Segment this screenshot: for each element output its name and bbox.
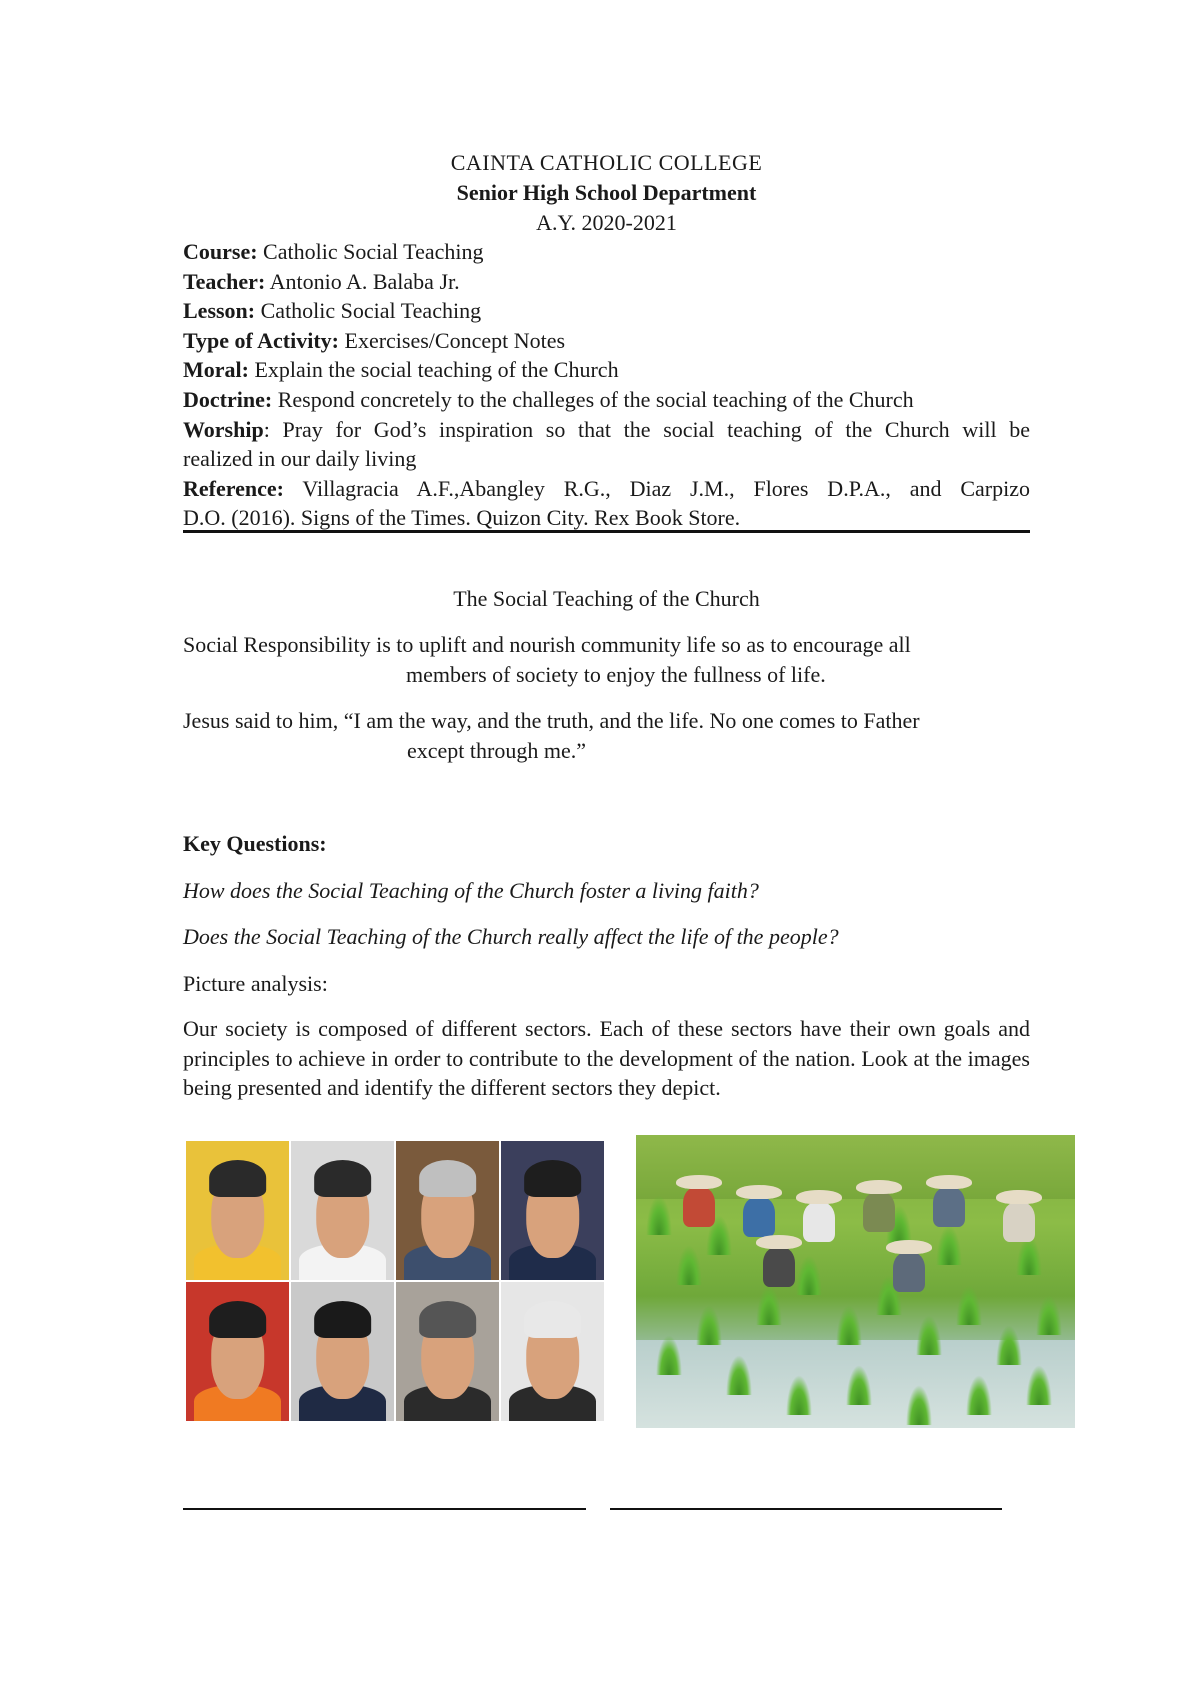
rice-seedling [966,1375,992,1415]
straw-hat [676,1175,722,1189]
farmer-figure [796,1190,842,1244]
reference-row-continued [183,503,1030,533]
portrait-hair [209,1160,267,1196]
portrait-hair [314,1160,372,1196]
portrait-hair [419,1301,477,1337]
portrait-photo [186,1141,289,1280]
doctrine-row [183,385,1030,415]
answer-line-right [610,1508,1002,1510]
farmer-torso [933,1187,965,1227]
farmer-torso [683,1187,715,1227]
worship-row-continued [183,444,1030,474]
course-details [183,237,1030,533]
rice-seedling [996,1325,1022,1365]
academic-year: A.Y. 2020-2021 [536,210,677,235]
doctrine-label: Doctrine: [183,386,273,412]
business-leaders-collage-image [186,1141,604,1421]
document-header [183,148,1030,238]
social-responsibility-paragraph [183,630,1030,690]
department-name: Senior High School Department [456,180,757,205]
paragraph-line: members of society to enjoy the fullness of life. [406,662,826,687]
activity-value: Exercises/Concept Notes [344,327,566,353]
portrait-photo [501,1141,604,1280]
worship-value-continued: realized in our daily living [183,446,417,472]
reference-label: Reference: [183,475,284,501]
lesson-label: Lesson: [183,298,256,324]
straw-hat [886,1240,932,1254]
rice-seedling [1036,1295,1062,1335]
rice-farmers-image [636,1135,1075,1428]
farmer-torso [763,1247,795,1287]
rice-seedling [906,1385,932,1425]
portrait-hair [419,1160,477,1196]
rice-seedling [836,1305,862,1345]
course-value: Catholic Social Teaching [263,239,484,264]
rice-seedling [726,1355,752,1395]
rice-seedling [1026,1365,1052,1405]
header-divider [183,530,1030,533]
portrait-photo [291,1282,394,1421]
school-name: CAINTA CATHOLIC COLLEGE [450,150,763,175]
teacher-value: Antonio A. Balaba Jr. [269,268,460,294]
course-label: Course: [183,239,258,264]
rice-seedling [676,1245,702,1285]
picture-analysis-label: Picture analysis: [183,971,328,996]
sectors-paragraph: Our society is composed of different sectors. Each of these sectors have their own goals and principles to achieve in order to contribute to the development of the nation. Look at the images being presented and identify the different sectors they depict. [183,1016,1030,1101]
lesson-row [183,296,1030,326]
farmer-figure [756,1235,802,1289]
portrait-hair [209,1301,267,1337]
farmer-figure [886,1240,932,1294]
rice-seedling [846,1365,872,1405]
farmer-figure [676,1175,722,1229]
teacher-row [183,267,1030,297]
straw-hat [756,1235,802,1249]
paragraph-line: Social Responsibility is to uplift and nourish community life so as to encourage all [183,632,911,657]
farmer-torso [863,1192,895,1232]
quote-line: except through me.” [407,738,586,763]
rice-seedling [696,1305,722,1345]
farmer-torso [803,1202,835,1242]
doctrine-value: Respond concretely to the challeges of the social teaching of the Church [277,386,914,412]
quote-line: Jesus said to him, “I am the way, and the truth, and the life. No one comes to Father [183,708,920,733]
farmer-torso [1003,1202,1035,1242]
portrait-photo [396,1282,499,1421]
teacher-label: Teacher: [183,268,266,294]
worship-value: : Pray for God’s inspiration so that the social teaching of the Church will be [263,416,1030,442]
reference-value-continued: D.O. (2016). Signs of the Times. Quizon City. Rex Book Store. [183,505,741,531]
straw-hat [736,1185,782,1199]
rice-seedling [646,1195,672,1235]
scripture-quote [183,706,1030,766]
reference-value: Villagracia A.F.,Abangley R.G., Diaz J.M., Flores D.P.A., and Carpizo [302,475,1030,501]
moral-row [183,355,1030,385]
straw-hat [926,1175,972,1189]
moral-label: Moral: [183,357,249,383]
farmer-figure [736,1185,782,1239]
portrait-photo [291,1141,394,1280]
rice-seedling [656,1335,682,1375]
straw-hat [856,1180,902,1194]
section-title: The Social Teaching of the Church [453,586,760,611]
straw-hat [796,1190,842,1204]
farmer-torso [743,1197,775,1237]
portrait-hair [524,1160,582,1196]
worship-label: Worship [183,416,264,442]
straw-hat [996,1190,1042,1204]
farmer-torso [893,1252,925,1292]
rice-seedling [916,1315,942,1355]
activity-label: Type of Activity: [183,327,340,353]
course-row [183,237,1030,267]
answer-line-left [183,1508,586,1510]
portrait-hair [524,1301,582,1337]
moral-value: Explain the social teaching of the Church [254,357,619,383]
portrait-photo [501,1282,604,1421]
rice-seedling [756,1285,782,1325]
reference-row [183,474,1030,504]
rice-seedling [786,1375,812,1415]
key-questions-heading: Key Questions: [183,831,327,856]
rice-seedling [936,1225,962,1265]
farmer-figure [926,1175,972,1229]
rice-seedling [956,1285,982,1325]
farmer-figure [996,1190,1042,1244]
activity-row [183,326,1030,356]
portrait-photo [396,1141,499,1280]
worship-row [183,415,1030,445]
farmer-figure [856,1180,902,1234]
key-question-1: How does the Social Teaching of the Church foster a living faith? [183,878,759,903]
key-question-2: Does the Social Teaching of the Church really affect the life of the people? [183,924,839,949]
lesson-value: Catholic Social Teaching [260,298,482,324]
portrait-hair [314,1301,372,1337]
portrait-photo [186,1282,289,1421]
